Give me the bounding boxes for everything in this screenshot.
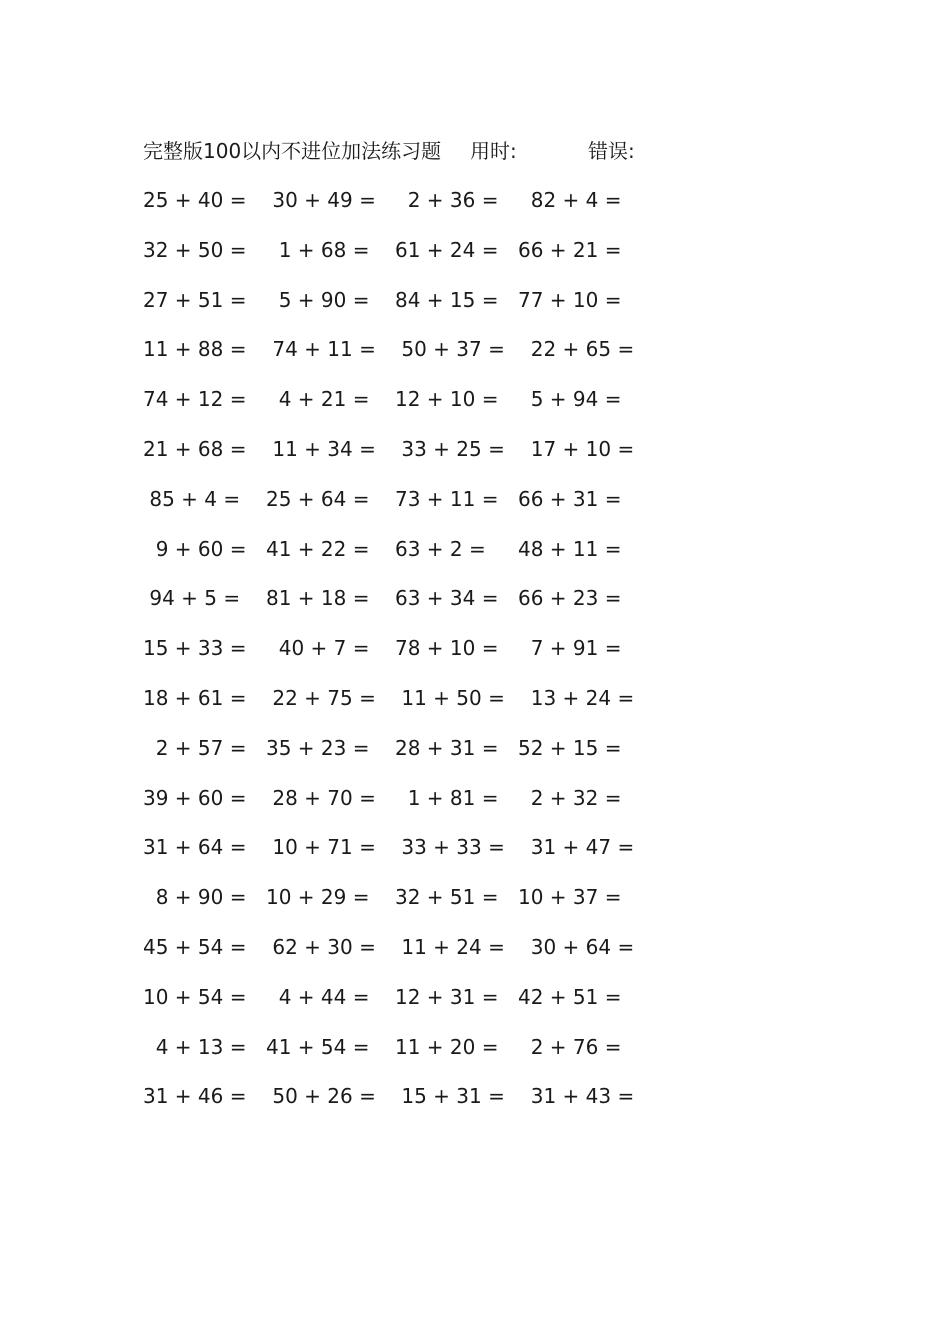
problem-row — [0, 932, 950, 982]
problem-row — [0, 185, 950, 235]
problem-row — [0, 882, 950, 932]
addition-problem: 5 + 90 = — [266, 287, 370, 312]
addition-problem: 30 + 49 = — [266, 188, 376, 212]
error-label: 错误: — [588, 139, 635, 163]
addition-problem: 39 + 60 = — [143, 785, 247, 810]
addition-problem: 2 + 36 = — [395, 188, 499, 212]
addition-problem: 61 + 24 = — [395, 237, 499, 262]
addition-problem: 78 + 10 = — [395, 636, 499, 661]
addition-problem: 31 + 43 = — [518, 1084, 635, 1109]
addition-problem: 11 + 88 = — [143, 337, 247, 362]
addition-problem: 40 + 7 = — [266, 636, 370, 661]
addition-problem: 28 + 31 = — [395, 735, 499, 760]
problem-row — [0, 384, 950, 434]
worksheet-header — [0, 136, 950, 166]
problem-row — [0, 334, 950, 384]
addition-problem: 94 + 5 = — [143, 586, 241, 611]
addition-problem: 12 + 10 = — [395, 387, 499, 412]
addition-problem: 10 + 71 = — [266, 835, 376, 860]
addition-problem: 85 + 4 = — [143, 486, 241, 511]
addition-problem: 10 + 29 = — [266, 885, 370, 910]
addition-problem: 33 + 33 = — [395, 835, 505, 860]
addition-problem: 63 + 2 = — [395, 536, 486, 561]
addition-problem: 62 + 30 = — [266, 934, 376, 959]
addition-problem: 2 + 76 = — [518, 1034, 622, 1059]
addition-problem: 28 + 70 = — [266, 785, 376, 810]
addition-problem: 74 + 12 = — [143, 387, 247, 412]
addition-problem: 2 + 57 = — [143, 735, 247, 760]
addition-problem: 42 + 51 = — [518, 984, 622, 1009]
addition-problem: 10 + 54 = — [143, 984, 247, 1009]
addition-problem: 25 + 40 = — [143, 188, 247, 212]
addition-problem: 21 + 68 = — [143, 436, 247, 461]
problem-grid — [0, 185, 950, 1131]
addition-problem: 27 + 51 = — [143, 287, 247, 312]
addition-problem: 48 + 11 = — [518, 536, 622, 561]
addition-problem: 45 + 54 = — [143, 934, 247, 959]
problem-row — [0, 1081, 950, 1131]
time-label: 用时: — [470, 139, 517, 163]
addition-problem: 5 + 94 = — [518, 387, 622, 412]
addition-problem: 4 + 13 = — [143, 1034, 247, 1059]
addition-problem: 13 + 24 = — [518, 685, 635, 710]
addition-problem: 15 + 33 = — [143, 636, 247, 661]
addition-problem: 66 + 23 = — [518, 586, 622, 611]
addition-problem: 77 + 10 = — [518, 287, 622, 312]
addition-problem: 31 + 64 = — [143, 835, 247, 860]
addition-problem: 74 + 11 = — [266, 337, 376, 362]
problem-row — [0, 633, 950, 683]
addition-problem: 32 + 51 = — [395, 885, 499, 910]
addition-problem: 52 + 15 = — [518, 735, 622, 760]
addition-problem: 31 + 47 = — [518, 835, 635, 860]
problem-row — [0, 484, 950, 534]
addition-problem: 17 + 10 = — [518, 436, 635, 461]
addition-problem: 66 + 31 = — [518, 486, 622, 511]
addition-problem: 41 + 22 = — [266, 536, 370, 561]
problem-row — [0, 832, 950, 882]
problem-row — [0, 982, 950, 1032]
addition-problem: 22 + 65 = — [518, 337, 635, 362]
problem-row — [0, 235, 950, 285]
addition-problem: 11 + 20 = — [395, 1034, 499, 1059]
addition-problem: 50 + 26 = — [266, 1084, 376, 1109]
addition-problem: 73 + 11 = — [395, 486, 499, 511]
addition-problem: 25 + 64 = — [266, 486, 370, 511]
problem-row — [0, 733, 950, 783]
addition-problem: 2 + 32 = — [518, 785, 622, 810]
addition-problem: 8 + 90 = — [143, 885, 247, 910]
problem-row — [0, 534, 950, 584]
addition-problem: 82 + 4 = — [518, 188, 622, 212]
addition-problem: 15 + 31 = — [395, 1084, 505, 1109]
problem-row — [0, 434, 950, 484]
addition-problem: 50 + 37 = — [395, 337, 505, 362]
problem-row — [0, 1032, 950, 1082]
addition-problem: 63 + 34 = — [395, 586, 499, 611]
addition-problem: 7 + 91 = — [518, 636, 622, 661]
addition-problem: 84 + 15 = — [395, 287, 499, 312]
addition-problem: 1 + 68 = — [266, 237, 370, 262]
addition-problem: 22 + 75 = — [266, 685, 376, 710]
addition-problem: 1 + 81 = — [395, 785, 499, 810]
problem-row — [0, 583, 950, 633]
worksheet-title: 完整版100以内不进位加法练习题 — [143, 139, 442, 163]
addition-problem: 11 + 34 = — [266, 436, 376, 461]
addition-problem: 35 + 23 = — [266, 735, 370, 760]
addition-problem: 4 + 44 = — [266, 984, 370, 1009]
addition-problem: 10 + 37 = — [518, 885, 622, 910]
addition-problem: 81 + 18 = — [266, 586, 370, 611]
addition-problem: 41 + 54 = — [266, 1034, 370, 1059]
addition-problem: 9 + 60 = — [143, 536, 247, 561]
addition-problem: 11 + 24 = — [395, 934, 505, 959]
addition-problem: 12 + 31 = — [395, 984, 499, 1009]
addition-problem: 4 + 21 = — [266, 387, 370, 412]
problem-row — [0, 783, 950, 833]
addition-problem: 31 + 46 = — [143, 1084, 247, 1109]
addition-problem: 11 + 50 = — [395, 685, 505, 710]
addition-problem: 33 + 25 = — [395, 436, 505, 461]
addition-problem: 30 + 64 = — [518, 934, 635, 959]
problem-row — [0, 285, 950, 335]
addition-problem: 18 + 61 = — [143, 685, 247, 710]
addition-problem: 66 + 21 = — [518, 237, 622, 262]
addition-problem: 32 + 50 = — [143, 237, 247, 262]
problem-row — [0, 683, 950, 733]
